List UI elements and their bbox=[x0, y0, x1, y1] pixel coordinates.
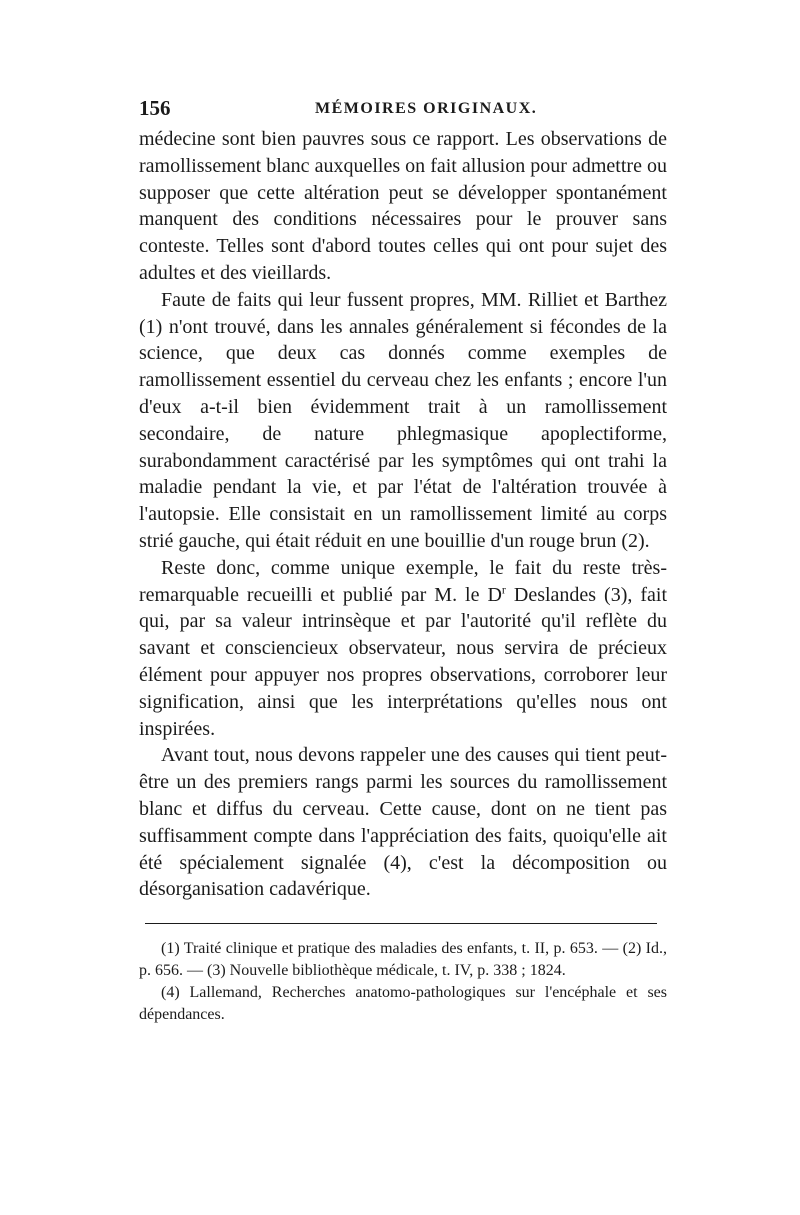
paragraph-3-text-b: Deslandes (3), fait qui, par sa valeur intrinsèque et par l'autorité qu'il reflète du savant et consciencieux observateur, nous servira de précieux élément pour appuyer nos propres observations, corroborer leur signification, ainsi que les interprétations qu'elles nous ont inspirées. bbox=[139, 583, 667, 740]
paragraph-4: Avant tout, nous devons rappeler une des causes qui tient peut-être un des premiers rangs parmi les sources du ramollissement blanc et diffus du cerveau. Cette cause, dont on ne tient pas suffisamment compte dans l'appréciation des faits, quoiqu'elle ait été spécialement signalée (4), c'est la décomposition ou désorganisation cadavérique. bbox=[139, 744, 667, 901]
footnote-divider bbox=[145, 923, 657, 924]
page-header bbox=[139, 92, 667, 126]
paragraph-1: médecine sont bien pauvres sous ce rapport. Les observations de ramollissement blanc auxquelles on fait allusion pour admettre ou supposer que cette altération peut se développer spontanément manquent des conditions nécessaires pour le prouver sans conteste. Telles sont d'abord toutes celles qui ont pour sujet des adultes et des vieillards. bbox=[139, 128, 667, 284]
doctor-superscript: r bbox=[501, 581, 506, 596]
paragraph-3-text-a: Reste donc, comme unique exemple, le fait du reste très-remarquable recueilli et publié par M. le D bbox=[139, 556, 667, 606]
page-number: 156 bbox=[139, 96, 171, 120]
running-title: MÉMOIRES ORIGINAUX. bbox=[315, 100, 538, 117]
paragraph-2: Faute de faits qui leur fussent propres, MM. Rilliet et Barthez (1) n'ont trouvé, dans les annales généralement si fécondes de la science, que deux cas donnés comme exemples de ramollissement essentiel du cerveau chez les enfants ; encore l'un d'eux a-t-il bien évidemment trait à un ramollissement secondaire, de nature phlegmasique apoplectiforme, surabondamment caractérisé par les symptômes qui ont trahi la maladie pendant la vie, et par l'état de l'altération trouvée à l'autopsie. Elle consistait en un ramollissement limité au corps strié gauche, qui était réduit en une bouillie d'un rouge brun (2). bbox=[139, 288, 667, 552]
body-text bbox=[139, 126, 667, 903]
paragraph-3 bbox=[139, 555, 667, 743]
book-page bbox=[139, 92, 667, 1026]
footnote-4: (4) Lallemand, Recherches anatomo-pathologiques sur l'encéphale et ses dépendances. bbox=[139, 984, 667, 1024]
footnotes bbox=[139, 938, 667, 1026]
footnote-1-3: (1) Traité clinique et pratique des maladies des enfants, t. II, p. 653. — (2) Id., p. 656. — (3) Nouvelle bibliothèque médicale, t. IV, p. 338 ; 1824. bbox=[139, 940, 667, 980]
